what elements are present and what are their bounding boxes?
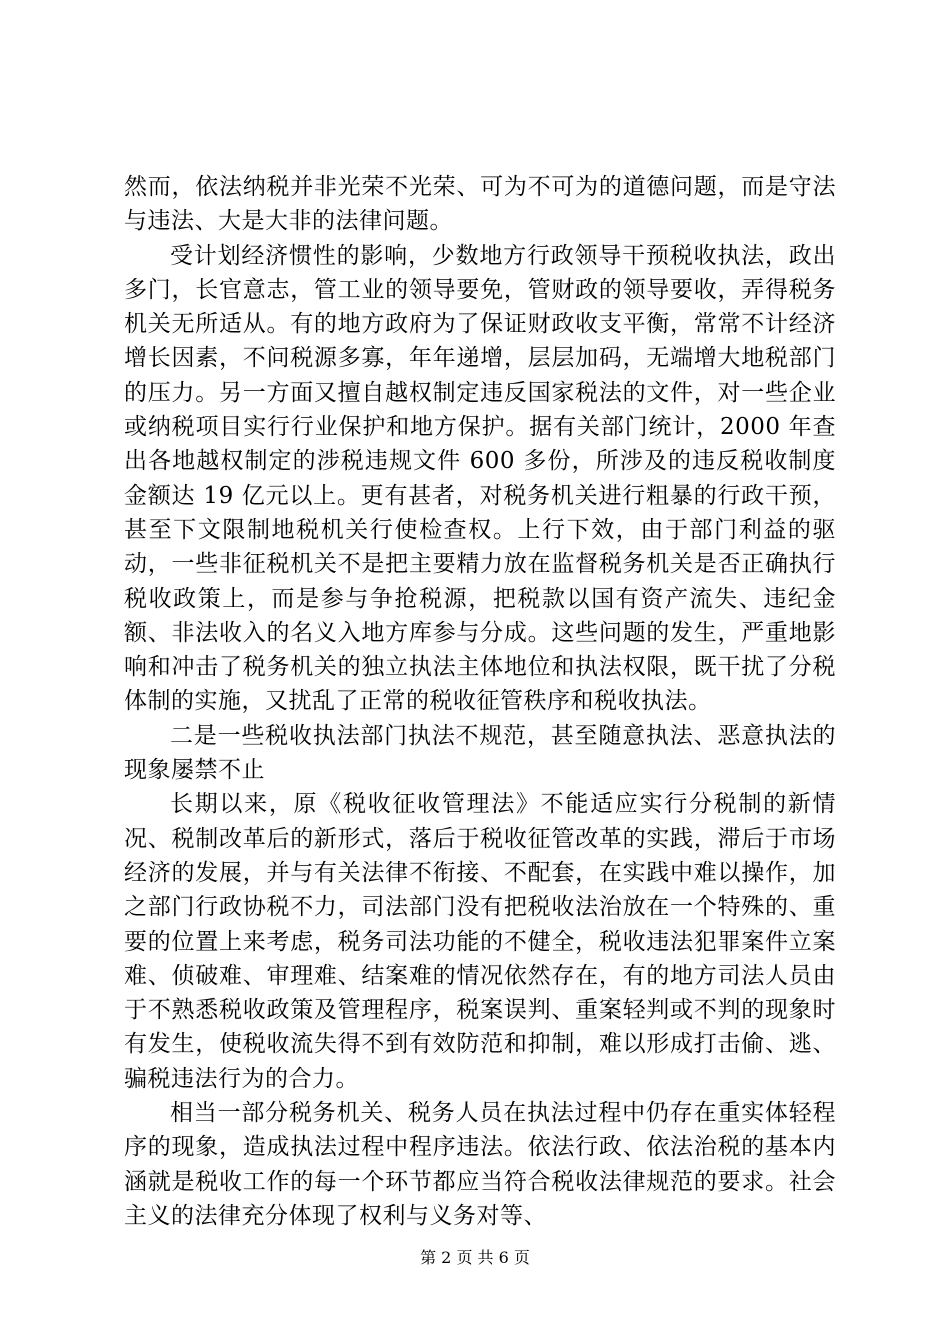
paragraph-5: 相当一部分税务机关、税务人员在执法过程中仍存在重实体轻程序的现象，造成执法过程中程序违法。依法行政、依法治税的基本内涵就是税收工作的每一个环节都应当符合税收法律规范的要求。社会主义的法律充分体现了权利与义务对等、: [124, 1100, 836, 1229]
document-body: [124, 170, 836, 1233]
page-number-footer: 第 2 页 共 6 页: [420, 1248, 530, 1267]
paragraph-3-heading: 二是一些税收执法部门执法不规范，甚至随意执法、恶意执法的现象屡禁不止: [124, 722, 836, 784]
paragraph-4: 长期以来，原《税收征收管理法》不能适应实行分税制的新情况、税制改革后的新形式，落后于税收征管改革的实践，滞后于市场经济的发展，并与有关法律不衔接、不配套，在实践中难以操作，加之部门行政协税不力，司法部门没有把税收法治放在一个特殊的、重要的位置上来考虑，税务司法功能的不健全，税收违法犯罪案件立案难、侦破难、审理难、结案难的情况依然存在，有的地方司法人员由于不熟悉税收政策及管理程序，税案误判、重案轻判或不判的现象时有发生，使税收流失得不到有效防范和抑制，难以形成打击偷、逃、骗税违法行为的合力。: [124, 791, 836, 1092]
paragraph-1: 然而，依法纳税并非光荣不光荣、可为不可为的道德问题，而是守法与违法、大是大非的法律问题。: [124, 174, 836, 235]
paragraph-2: 受计划经济惯性的影响，少数地方行政领导干预税收执法，政出多门，长官意志，管工业的领导要免，管财政的领导要收，弄得税务机关无所适从。有的地方政府为了保证财政收支平衡，常常不计经济增长因素，不问税源多寡，年年递增，层层加码，无端增大地税部门的压力。另一方面又擅自越权制定违反国家税法的文件，对一些企业或纳税项目实行行业保护和地方保护。据有关部门统计，2000 年查出各地越权制定的涉税违规文件 600 多份，所涉及的违反税收制度金额达 19 亿元以上。更有甚者，对税务机关进行粗暴的行政干预，甚至下文限制地税机关行使检查权。上行下效，由于部门利益的驱动，一些非征税机关不是把主要精力放在监督税务机关是否正确执行税收政策上，而是参与争抢税源，把税款以国有资产流失、违纪金额、非法收入的名义入地方库参与分成。这些问题的发生，严重地影响和冲击了税务机关的独立执法主体地位和执法权限，既干扰了分税体制的实施，又扰乱了正常的税收征管秩序和税收执法。: [124, 242, 836, 715]
